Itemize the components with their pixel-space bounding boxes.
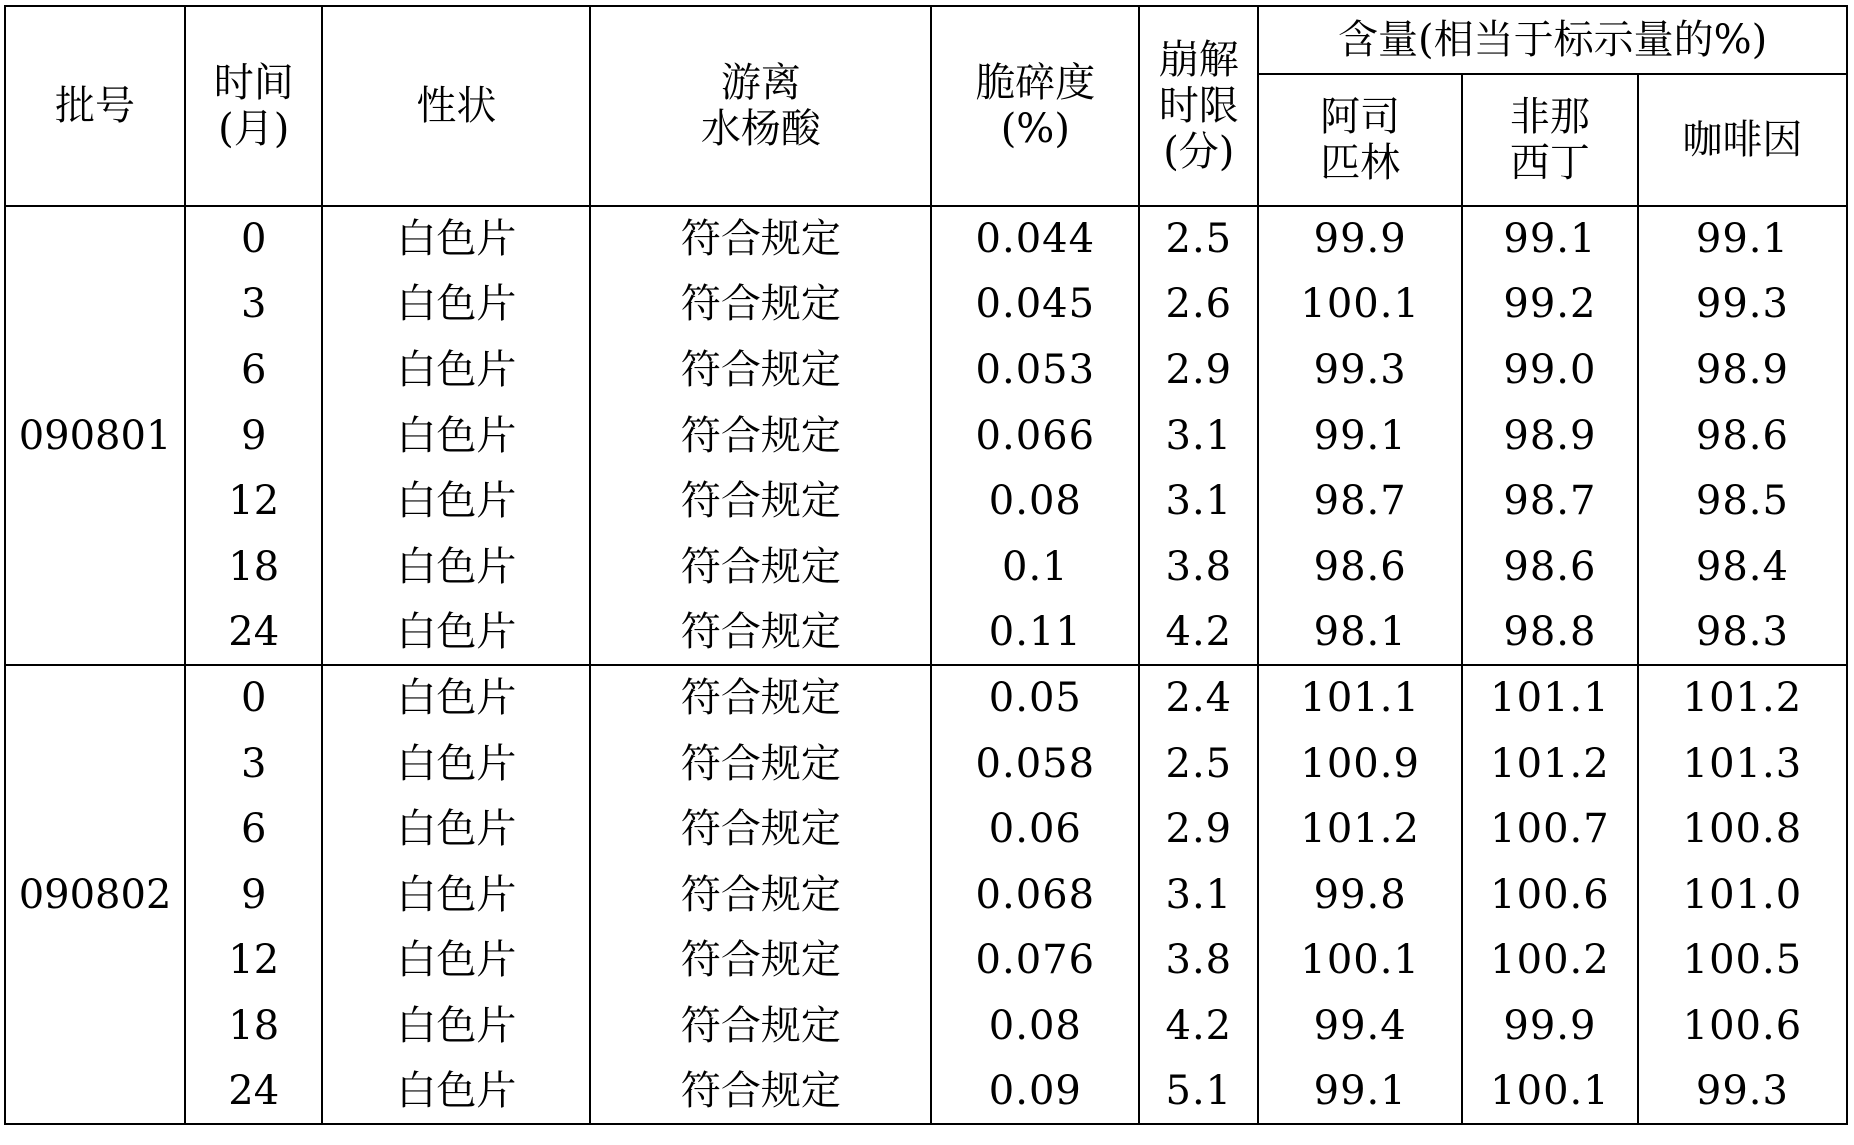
time-cell: 12 bbox=[185, 928, 322, 994]
aspirin-cell: 99.1 bbox=[1258, 403, 1462, 469]
friability-cell: 0.066 bbox=[931, 403, 1139, 469]
disintegration-cell: 2.6 bbox=[1139, 272, 1258, 338]
aspirin-cell: 99.9 bbox=[1258, 206, 1462, 272]
disintegration-cell: 5.1 bbox=[1139, 1059, 1258, 1125]
aspirin-cell: 98.1 bbox=[1258, 600, 1462, 666]
friability-cell: 0.044 bbox=[931, 206, 1139, 272]
table-row bbox=[5, 665, 1847, 731]
aspirin-cell: 100.9 bbox=[1258, 731, 1462, 797]
time-cell: 18 bbox=[185, 993, 322, 1059]
friability-cell: 0.11 bbox=[931, 600, 1139, 666]
caffeine-cell: 100.5 bbox=[1638, 928, 1847, 994]
table-row bbox=[5, 534, 1847, 600]
phenacetin-cell: 100.6 bbox=[1462, 862, 1638, 928]
aspirin-cell: 99.1 bbox=[1258, 1059, 1462, 1125]
friability-cell: 0.045 bbox=[931, 272, 1139, 338]
phenacetin-cell: 98.8 bbox=[1462, 600, 1638, 666]
time-cell: 18 bbox=[185, 534, 322, 600]
header-batch: 批号 bbox=[5, 6, 185, 206]
batch-cell: 090802 bbox=[5, 665, 185, 1124]
disintegration-cell: 3.8 bbox=[1139, 534, 1258, 600]
header-appearance: 性状 bbox=[322, 6, 590, 206]
table-row bbox=[5, 600, 1847, 666]
table-row bbox=[5, 862, 1847, 928]
disintegration-cell: 4.2 bbox=[1139, 600, 1258, 666]
caffeine-cell: 99.3 bbox=[1638, 272, 1847, 338]
free-acid-cell: 符合规定 bbox=[590, 928, 931, 994]
appearance-cell: 白色片 bbox=[322, 796, 590, 862]
time-cell: 9 bbox=[185, 862, 322, 928]
disintegration-cell: 4.2 bbox=[1139, 993, 1258, 1059]
aspirin-cell: 99.4 bbox=[1258, 993, 1462, 1059]
friability-cell: 0.06 bbox=[931, 796, 1139, 862]
header-time-line-1: 时间 bbox=[213, 60, 294, 106]
table-row bbox=[5, 272, 1847, 338]
aspirin-cell: 100.1 bbox=[1258, 272, 1462, 338]
free-acid-cell: 符合规定 bbox=[590, 796, 931, 862]
aspirin-cell: 101.2 bbox=[1258, 796, 1462, 862]
phenacetin-cell: 98.7 bbox=[1462, 468, 1638, 534]
caffeine-cell: 101.2 bbox=[1638, 665, 1847, 731]
friability-cell: 0.08 bbox=[931, 993, 1139, 1059]
phenacetin-cell: 98.6 bbox=[1462, 534, 1638, 600]
phenacetin-cell: 100.7 bbox=[1462, 796, 1638, 862]
header-disintegration-line-1: 崩解 bbox=[1158, 37, 1239, 83]
free-acid-cell: 符合规定 bbox=[590, 600, 931, 666]
free-acid-cell: 符合规定 bbox=[590, 731, 931, 797]
free-acid-cell: 符合规定 bbox=[590, 993, 931, 1059]
friability-cell: 0.058 bbox=[931, 731, 1139, 797]
caffeine-cell: 101.0 bbox=[1638, 862, 1847, 928]
header-aspirin bbox=[1258, 74, 1462, 206]
friability-cell: 0.076 bbox=[931, 928, 1139, 994]
time-cell: 24 bbox=[185, 600, 322, 666]
disintegration-cell: 3.1 bbox=[1139, 468, 1258, 534]
free-acid-cell: 符合规定 bbox=[590, 206, 931, 272]
aspirin-cell: 100.1 bbox=[1258, 928, 1462, 994]
header-friability bbox=[931, 6, 1139, 206]
time-cell: 24 bbox=[185, 1059, 322, 1125]
header-free-salicylic-acid bbox=[590, 6, 931, 206]
free-acid-cell: 符合规定 bbox=[590, 403, 931, 469]
caffeine-cell: 98.6 bbox=[1638, 403, 1847, 469]
header-row-1 bbox=[5, 6, 1847, 74]
header-phenacetin bbox=[1462, 74, 1638, 206]
disintegration-cell: 2.9 bbox=[1139, 337, 1258, 403]
header-content-group: 含量(相当于标示量的%) bbox=[1258, 6, 1847, 74]
appearance-cell: 白色片 bbox=[322, 928, 590, 994]
caffeine-cell: 98.5 bbox=[1638, 468, 1847, 534]
appearance-cell: 白色片 bbox=[322, 993, 590, 1059]
friability-cell: 0.08 bbox=[931, 468, 1139, 534]
caffeine-cell: 99.3 bbox=[1638, 1059, 1847, 1125]
aspirin-cell: 99.3 bbox=[1258, 337, 1462, 403]
free-acid-cell: 符合规定 bbox=[590, 1059, 931, 1125]
table-row bbox=[5, 1059, 1847, 1125]
disintegration-cell: 2.5 bbox=[1139, 731, 1258, 797]
appearance-cell: 白色片 bbox=[322, 272, 590, 338]
table-row bbox=[5, 468, 1847, 534]
caffeine-cell: 98.9 bbox=[1638, 337, 1847, 403]
table-row bbox=[5, 928, 1847, 994]
header-phenacetin-line-1: 非那 bbox=[1509, 94, 1590, 140]
header-disintegration-line-3: (分) bbox=[1163, 129, 1235, 175]
aspirin-cell: 98.7 bbox=[1258, 468, 1462, 534]
free-acid-cell: 符合规定 bbox=[590, 862, 931, 928]
table-row bbox=[5, 993, 1847, 1059]
table-row bbox=[5, 337, 1847, 403]
phenacetin-cell: 100.2 bbox=[1462, 928, 1638, 994]
time-cell: 0 bbox=[185, 206, 322, 272]
friability-cell: 0.068 bbox=[931, 862, 1139, 928]
header-aspirin-line-1: 阿司 bbox=[1320, 94, 1401, 140]
friability-cell: 0.1 bbox=[931, 534, 1139, 600]
time-cell: 12 bbox=[185, 468, 322, 534]
header-disintegration-line-2: 时限 bbox=[1158, 83, 1239, 129]
appearance-cell: 白色片 bbox=[322, 1059, 590, 1125]
time-cell: 3 bbox=[185, 272, 322, 338]
phenacetin-cell: 99.2 bbox=[1462, 272, 1638, 338]
caffeine-cell: 100.8 bbox=[1638, 796, 1847, 862]
appearance-cell: 白色片 bbox=[322, 206, 590, 272]
friability-cell: 0.09 bbox=[931, 1059, 1139, 1125]
caffeine-cell: 99.1 bbox=[1638, 206, 1847, 272]
header-free-salicylic-acid-line-1: 游离 bbox=[720, 60, 801, 106]
aspirin-cell: 99.8 bbox=[1258, 862, 1462, 928]
appearance-cell: 白色片 bbox=[322, 600, 590, 666]
appearance-cell: 白色片 bbox=[322, 665, 590, 731]
disintegration-cell: 3.8 bbox=[1139, 928, 1258, 994]
caffeine-cell: 101.3 bbox=[1638, 731, 1847, 797]
time-cell: 0 bbox=[185, 665, 322, 731]
aspirin-cell: 98.6 bbox=[1258, 534, 1462, 600]
caffeine-cell: 98.4 bbox=[1638, 534, 1847, 600]
header-disintegration bbox=[1139, 6, 1258, 206]
phenacetin-cell: 99.9 bbox=[1462, 993, 1638, 1059]
appearance-cell: 白色片 bbox=[322, 468, 590, 534]
time-cell: 6 bbox=[185, 796, 322, 862]
table-row bbox=[5, 206, 1847, 272]
header-friability-line-2: (%) bbox=[1000, 106, 1070, 152]
disintegration-cell: 2.9 bbox=[1139, 796, 1258, 862]
table-row bbox=[5, 403, 1847, 469]
phenacetin-cell: 101.2 bbox=[1462, 731, 1638, 797]
table-row bbox=[5, 796, 1847, 862]
phenacetin-cell: 101.1 bbox=[1462, 665, 1638, 731]
appearance-cell: 白色片 bbox=[322, 403, 590, 469]
appearance-cell: 白色片 bbox=[322, 731, 590, 797]
caffeine-cell: 100.6 bbox=[1638, 993, 1847, 1059]
header-friability-line-1: 脆碎度 bbox=[975, 60, 1096, 106]
disintegration-cell: 3.1 bbox=[1139, 403, 1258, 469]
table-body bbox=[5, 206, 1847, 1124]
table-header bbox=[5, 6, 1847, 206]
friability-cell: 0.05 bbox=[931, 665, 1139, 731]
header-time-line-2: (月) bbox=[218, 106, 290, 152]
header-aspirin-line-2: 匹林 bbox=[1320, 140, 1401, 186]
phenacetin-cell: 98.9 bbox=[1462, 403, 1638, 469]
appearance-cell: 白色片 bbox=[322, 337, 590, 403]
header-caffeine: 咖啡因 bbox=[1638, 74, 1847, 206]
phenacetin-cell: 99.0 bbox=[1462, 337, 1638, 403]
disintegration-cell: 3.1 bbox=[1139, 862, 1258, 928]
batch-cell: 090801 bbox=[5, 206, 185, 665]
disintegration-cell: 2.4 bbox=[1139, 665, 1258, 731]
free-acid-cell: 符合规定 bbox=[590, 534, 931, 600]
time-cell: 3 bbox=[185, 731, 322, 797]
phenacetin-cell: 99.1 bbox=[1462, 206, 1638, 272]
header-time bbox=[185, 6, 322, 206]
time-cell: 9 bbox=[185, 403, 322, 469]
stability-table bbox=[4, 5, 1848, 1125]
appearance-cell: 白色片 bbox=[322, 534, 590, 600]
header-free-salicylic-acid-line-2: 水杨酸 bbox=[700, 106, 821, 152]
free-acid-cell: 符合规定 bbox=[590, 337, 931, 403]
header-phenacetin-line-2: 西丁 bbox=[1509, 140, 1590, 186]
free-acid-cell: 符合规定 bbox=[590, 665, 931, 731]
aspirin-cell: 101.1 bbox=[1258, 665, 1462, 731]
free-acid-cell: 符合规定 bbox=[590, 468, 931, 534]
table-row bbox=[5, 731, 1847, 797]
appearance-cell: 白色片 bbox=[322, 862, 590, 928]
time-cell: 6 bbox=[185, 337, 322, 403]
disintegration-cell: 2.5 bbox=[1139, 206, 1258, 272]
free-acid-cell: 符合规定 bbox=[590, 272, 931, 338]
caffeine-cell: 98.3 bbox=[1638, 600, 1847, 666]
friability-cell: 0.053 bbox=[931, 337, 1139, 403]
phenacetin-cell: 100.1 bbox=[1462, 1059, 1638, 1125]
